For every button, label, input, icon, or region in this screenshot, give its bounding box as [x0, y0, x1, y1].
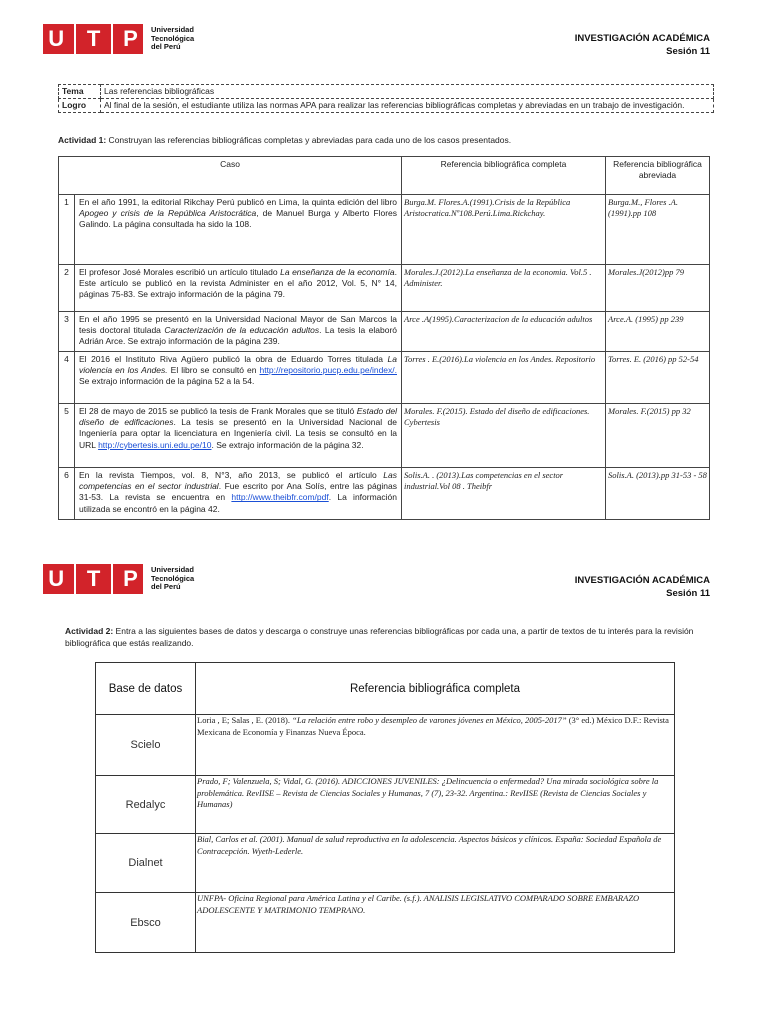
repositorio-link[interactable]: http://repositorio.pucp.edu.pe/index/.	[259, 365, 397, 376]
page-header-2	[0, 558, 768, 618]
cybertesis-link[interactable]: http://cybertesis.uni.edu.pe/10	[98, 439, 212, 450]
utp-logo	[43, 24, 194, 54]
bases-table	[95, 662, 675, 953]
header-caso: Caso	[59, 157, 402, 195]
table-row: 2 El profesor José Morales escribió un artículo titulado La enseñanza de la economía. Este artículo se publicó en la revista Administer en el año 2012, Vol. 5, N° 14, páginas 75-83. Se extrajo información de la página 79. Morales.J.(2012).La enseñanza de la economia. Vol.5 . Administer. Morales.J(2012)pp 79	[59, 265, 710, 312]
table-row: Dialnet Bial, Carlos et al. (2001). Manual de salud reproductiva en la adolescencia. Aspectos básicos y clínicos. España: Sociedad Española de Contracepción. Wyeth-Lederle.	[96, 834, 675, 893]
tema-label: Tema	[59, 85, 101, 99]
header-abreviada: Referencia bibliográfica abreviada	[606, 157, 710, 195]
logo-text: Universidad Tecnológica del Perú	[151, 25, 195, 52]
table-row: 1 En el año 1991, la editorial Rikchay Perú publicó en Lima, la quinta edición del libro Apogeo y crisis de la República Aristocrática, de Manuel Burga y Alberto Flores Galindo. La página consultada ha sido la 108. Burga.M. Flores.A.(1991).Crisis de la República Aristocratica.Nº108.Perú.Lima.Rickchay. Burga.M., Flores .A. (1991).pp 108	[59, 195, 710, 265]
tema-value: Las referencias bibliográficas	[101, 85, 714, 99]
casos-table	[58, 156, 710, 520]
actividad-2: Actividad 2: Entra a las siguientes bases de datos y descarga o construye unas referencias bibliográficas por cada una, a partir de textos de tu interés para la revisión bibliográfica que estás realizando.	[65, 626, 694, 648]
page-header-1	[0, 18, 768, 78]
logro-label: Logro	[59, 99, 101, 113]
table-row: Ebsco UNFPA- Oficina Regional para América Latina y el Caribe. (s.f.). ANALISIS LEGISLATIVO COMPARADO SOBRE EMBARAZO ADOLESCENTE Y MATRIMONIO TEMPRANO.	[96, 893, 675, 953]
base-name: Scielo	[96, 715, 196, 776]
theibfr-link[interactable]: http://www.theibfr.com/pdf	[231, 492, 329, 503]
table-row: 4 El 2016 el Instituto Riva Agüero publicó la obra de Eduardo Torres titulada La violencia en los Andes. El libro se consultó en http://repositorio.pucp.edu.pe/index/. Se extrajo información de la página 52 a la 54. Torres . E.(2016).La violencia en los Andes. Repositorio Torres. E. (2016) pp 52-54	[59, 352, 710, 404]
base-name: Redalyc	[96, 776, 196, 834]
logo-box: U T P	[43, 24, 143, 54]
table-row: 3 En el año 1995 se presentó en la Universidad Nacional Mayor de San Marcos la tesis doctoral titulada Caracterización de la educación adultos. La tesis la elaboró Adrián Arce. Se extrajo información de la página 239. Arce .A(1995).Caracterizacion de la educación adultos Arce.A. (1995) pp 239	[59, 312, 710, 352]
logo-text: Universidad Tecnológica del Perú	[151, 565, 195, 592]
table-row: Scielo Loria , E; Salas , E. (2018). “La relación entre robo y desempleo de varones jóvenes en México, 2005-2017” (3° ed.) México D.F.: Revista Mexicana de Economía y Finanzas Nueva Época.	[96, 715, 675, 776]
actividad-1: Actividad 1: Construyan las referencias bibliográficas completas y abreviadas para cada uno de los casos presentados.	[58, 135, 512, 145]
header-completa: Referencia bibliográfica completa	[402, 157, 606, 195]
base-name: Dialnet	[96, 834, 196, 893]
table-row: Redalyc Prado, F; Valenzuela, S; Vidal, G. (2016). ADICCIONES JUVENILES: ¿Delincuencia o enfermedad? Una mirada sociológica sobre la problemática. RevIISE – Revista de Ciencias Sociales y Humanas, 7 (7), 23-32. Argentina.: RevIISE (Revista de Ciencias Sociales y Humanas)	[96, 776, 675, 834]
table-row: 6 En la revista Tiempos, vol. 8, N°3, año 2013, se publicó el artículo Las competencias en el sector industrial. Fue escrito por Ana Solís, entre las páginas 31-53. La revista se encuentra en http://www.theibfr.com/pdf. La información utilizada se encontró en la página 42. Solis.A. . (2013).Las competencias en el sector industrial.Vol 08 . Theibfr Solis.A. (2013).pp 31-53 - 58	[59, 468, 710, 520]
tema-table	[58, 84, 714, 113]
header-base: Base de datos	[96, 663, 196, 715]
header-ref-completa: Referencia bibliográfica completa	[196, 663, 675, 715]
base-name: Ebsco	[96, 893, 196, 953]
table-row: 5 El 28 de mayo de 2015 se publicó la tesis de Frank Morales que se tituló Estado del diseño de edificaciones. La tesis se presentó en la Universidad Nacional de Ingeniería para optar la licenciatura en Ingeniería civil. La tesis se consultó en la URL http://cybertesis.uni.edu.pe/10. Se extrajo información de la página 32. Morales. F.(2015). Estado del diseño de edificaciones. Cybertesis Morales. F.(2015) pp 32	[59, 404, 710, 468]
logro-value: Al final de la sesión, el estudiante utiliza las normas APA para realizar las referencias bibliográficas completas y abreviadas en un trabajo de investigación.	[101, 99, 714, 113]
course-title: INVESTIGACIÓN ACADÉMICA Sesión 11	[574, 575, 710, 599]
utp-logo	[43, 564, 194, 594]
course-title: INVESTIGACIÓN ACADÉMICA Sesión 11	[574, 33, 710, 57]
logo-box: U T P	[43, 564, 143, 594]
